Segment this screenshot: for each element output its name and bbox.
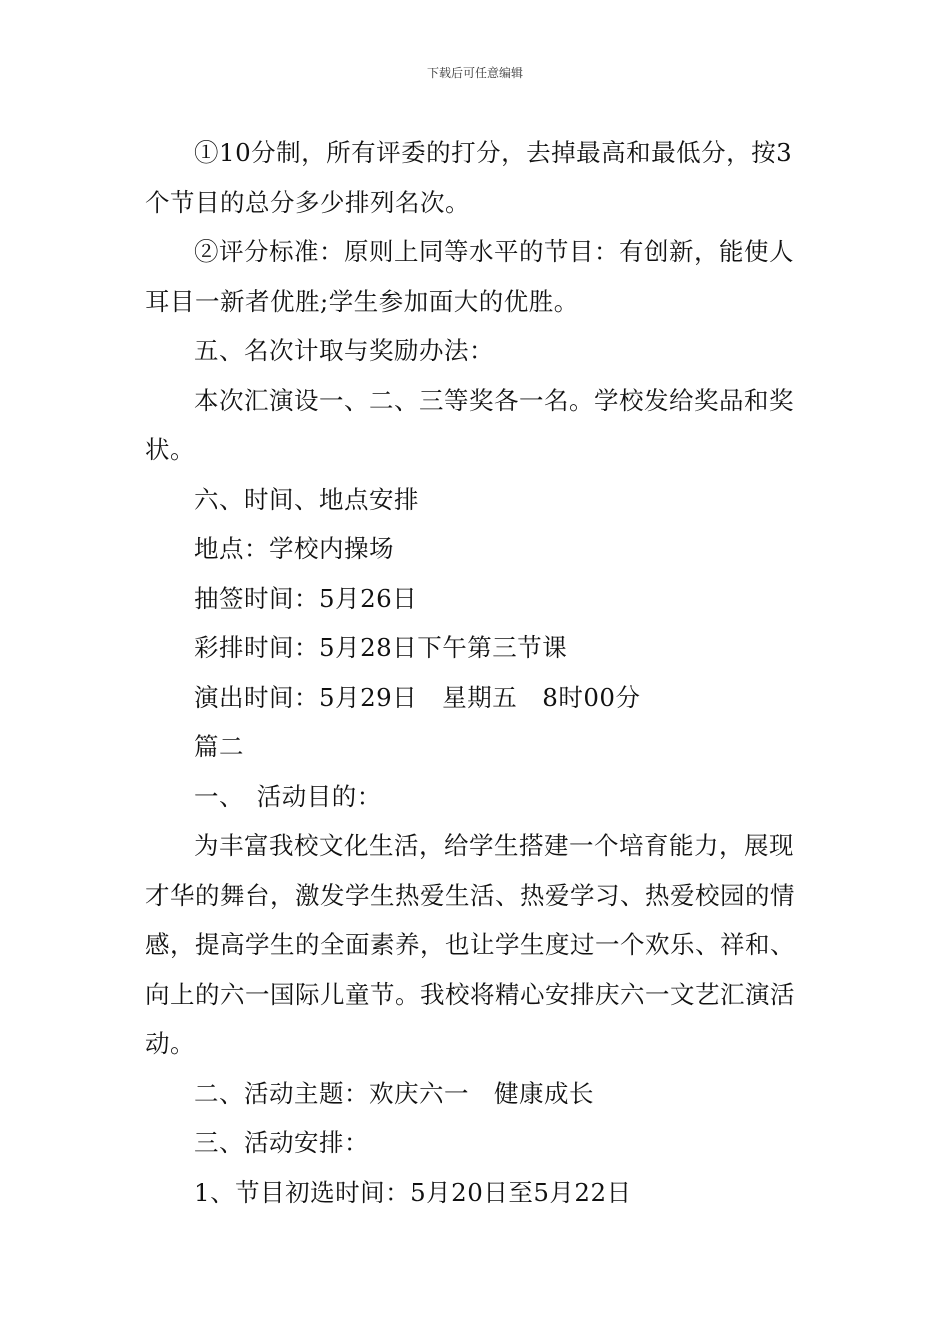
section-heading-schedule: 六、时间、地点安排 (194, 484, 419, 514)
section-heading-arrangement: 三、活动安排： (194, 1128, 369, 1157)
paragraph-purpose: 为丰富我校文化生活，给学生搭建一个培育能力，展现才华的舞台，激发学生热爱生活、热爱学习、热爱校园的情感，提高学生的全面素养，也让学生度过一个欢乐、祥和、向上的六一国际儿童节。我校将精心安排庆六一文艺汇演活动。 (145, 831, 795, 1058)
paragraph-rehearsal-time: 彩排时间：5月28日下午第三节课 (194, 633, 568, 662)
section-heading-theme: 二、活动主题：欢庆六一 健康成长 (194, 1078, 594, 1108)
paragraph-awards: 本次汇演设一、二、三等奖各一名。学校发给奖品和奖状。 (145, 385, 794, 464)
section-heading-awards: 五、名次计取与奖励办法： (194, 336, 494, 365)
page-header: 下载后可任意编辑 (426, 66, 523, 80)
paragraph-preselection-time: 1、节目初选时间：5月20日至5月22日 (194, 1177, 632, 1207)
section-heading-purpose: 一、 活动目的： (194, 781, 382, 811)
paragraph-draw-time: 抽签时间：5月26日 (194, 583, 418, 613)
paragraph-scoring-standard: ②评分标准：原则上同等水平的节目：有创新，能使人耳目一新者优胜;学生参加面大的优胜。 (145, 237, 794, 316)
paragraph-location: 地点：学校内操场 (194, 534, 394, 563)
document-body (145, 128, 810, 1217)
paragraph-performance-time: 演出时间：5月29日 星期五 8时00分 (194, 682, 641, 712)
paragraph-scoring-rule: ①10分制，所有评委的打分，去掉最高和最低分，按3个节目的总分多少排列名次。 (145, 138, 793, 217)
part-two-heading: 篇二 (194, 732, 244, 761)
